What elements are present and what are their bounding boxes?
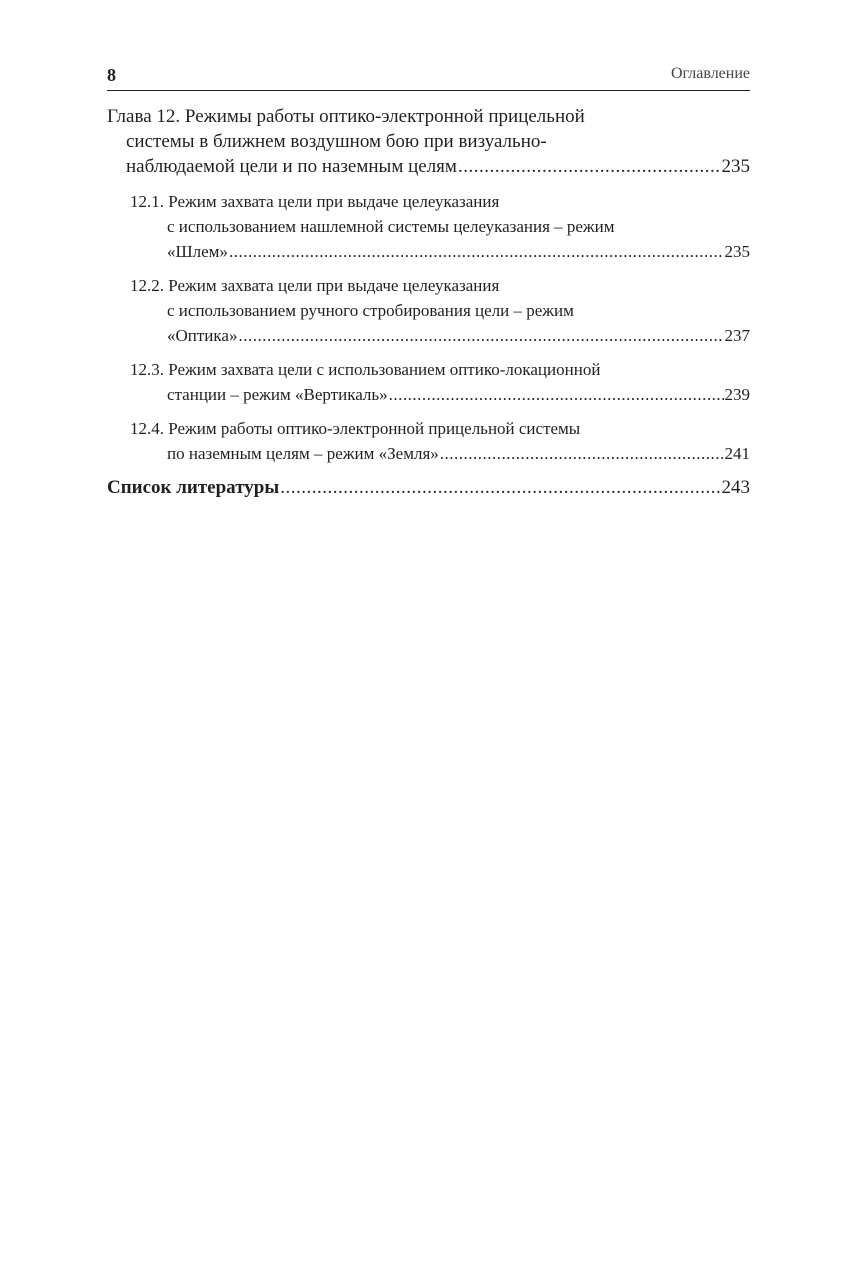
toc-section-12-2[interactable] [107,273,750,348]
toc-section-12-4[interactable] [107,416,750,466]
section-title-line-2: с использованием нашлемной системы целеуказания – режим [167,217,615,236]
table-of-contents [107,104,750,500]
page-header [107,0,750,91]
section-page-number: 235 [724,242,750,261]
section-title-line-3-text: «Оптика» [167,326,238,345]
section-title-line-2-text: по наземным целям – режим «Земля» [167,444,439,463]
toc-section-12-1[interactable] [107,189,750,264]
bibliography-label: Список литературы [107,477,280,498]
chapter-title-line-1: Глава 12. Режимы работы оптико-электронной прицельной [107,106,585,127]
chapter-title-line-2: системы в ближнем воздушном бою при визуально- [126,131,547,152]
chapter-title-line-3 [107,154,750,179]
chapter-title-line-3-text: наблюдаемой цели и по наземным целям [126,156,457,177]
section-title-line-3 [130,239,750,264]
dot-leader [238,323,723,348]
page-number: 8 [107,65,116,85]
toc-bibliography[interactable] [107,475,750,500]
dot-leader [389,382,724,407]
section-title-line-2 [130,382,750,407]
section-title-line-1: 12.4. Режим работы оптико-электронной прицельной системы [130,419,581,438]
section-page-number: 239 [724,385,750,404]
section-page-number: 237 [724,326,750,345]
bibliography-page-number: 243 [721,477,750,498]
dot-leader [458,154,721,179]
section-page-number: 241 [724,444,750,463]
section-title-line-3-text: «Шлем» [167,242,228,261]
toc-section-12-3[interactable] [107,357,750,407]
section-title-line-2 [130,441,750,466]
dot-leader [229,239,724,264]
dot-leader [280,475,720,500]
dot-leader [440,441,724,466]
section-title-line-3 [130,323,750,348]
section-title-line-1: 12.3. Режим захвата цели с использованием оптико-локационной [130,360,601,379]
section-title-line-1: 12.2. Режим захвата цели при выдаче целеуказания [130,276,500,295]
section-title-line-1: 12.1. Режим захвата цели при выдаче целеуказания [130,192,500,211]
section-title-line-2-text: станции – режим «Вертикаль» [167,385,388,404]
section-title-line-2: с использованием ручного стробирования цели – режим [167,301,574,320]
book-page [107,0,750,500]
running-title: Оглавление [670,65,750,82]
toc-chapter-12[interactable] [107,104,750,179]
chapter-page-number: 235 [721,156,750,177]
